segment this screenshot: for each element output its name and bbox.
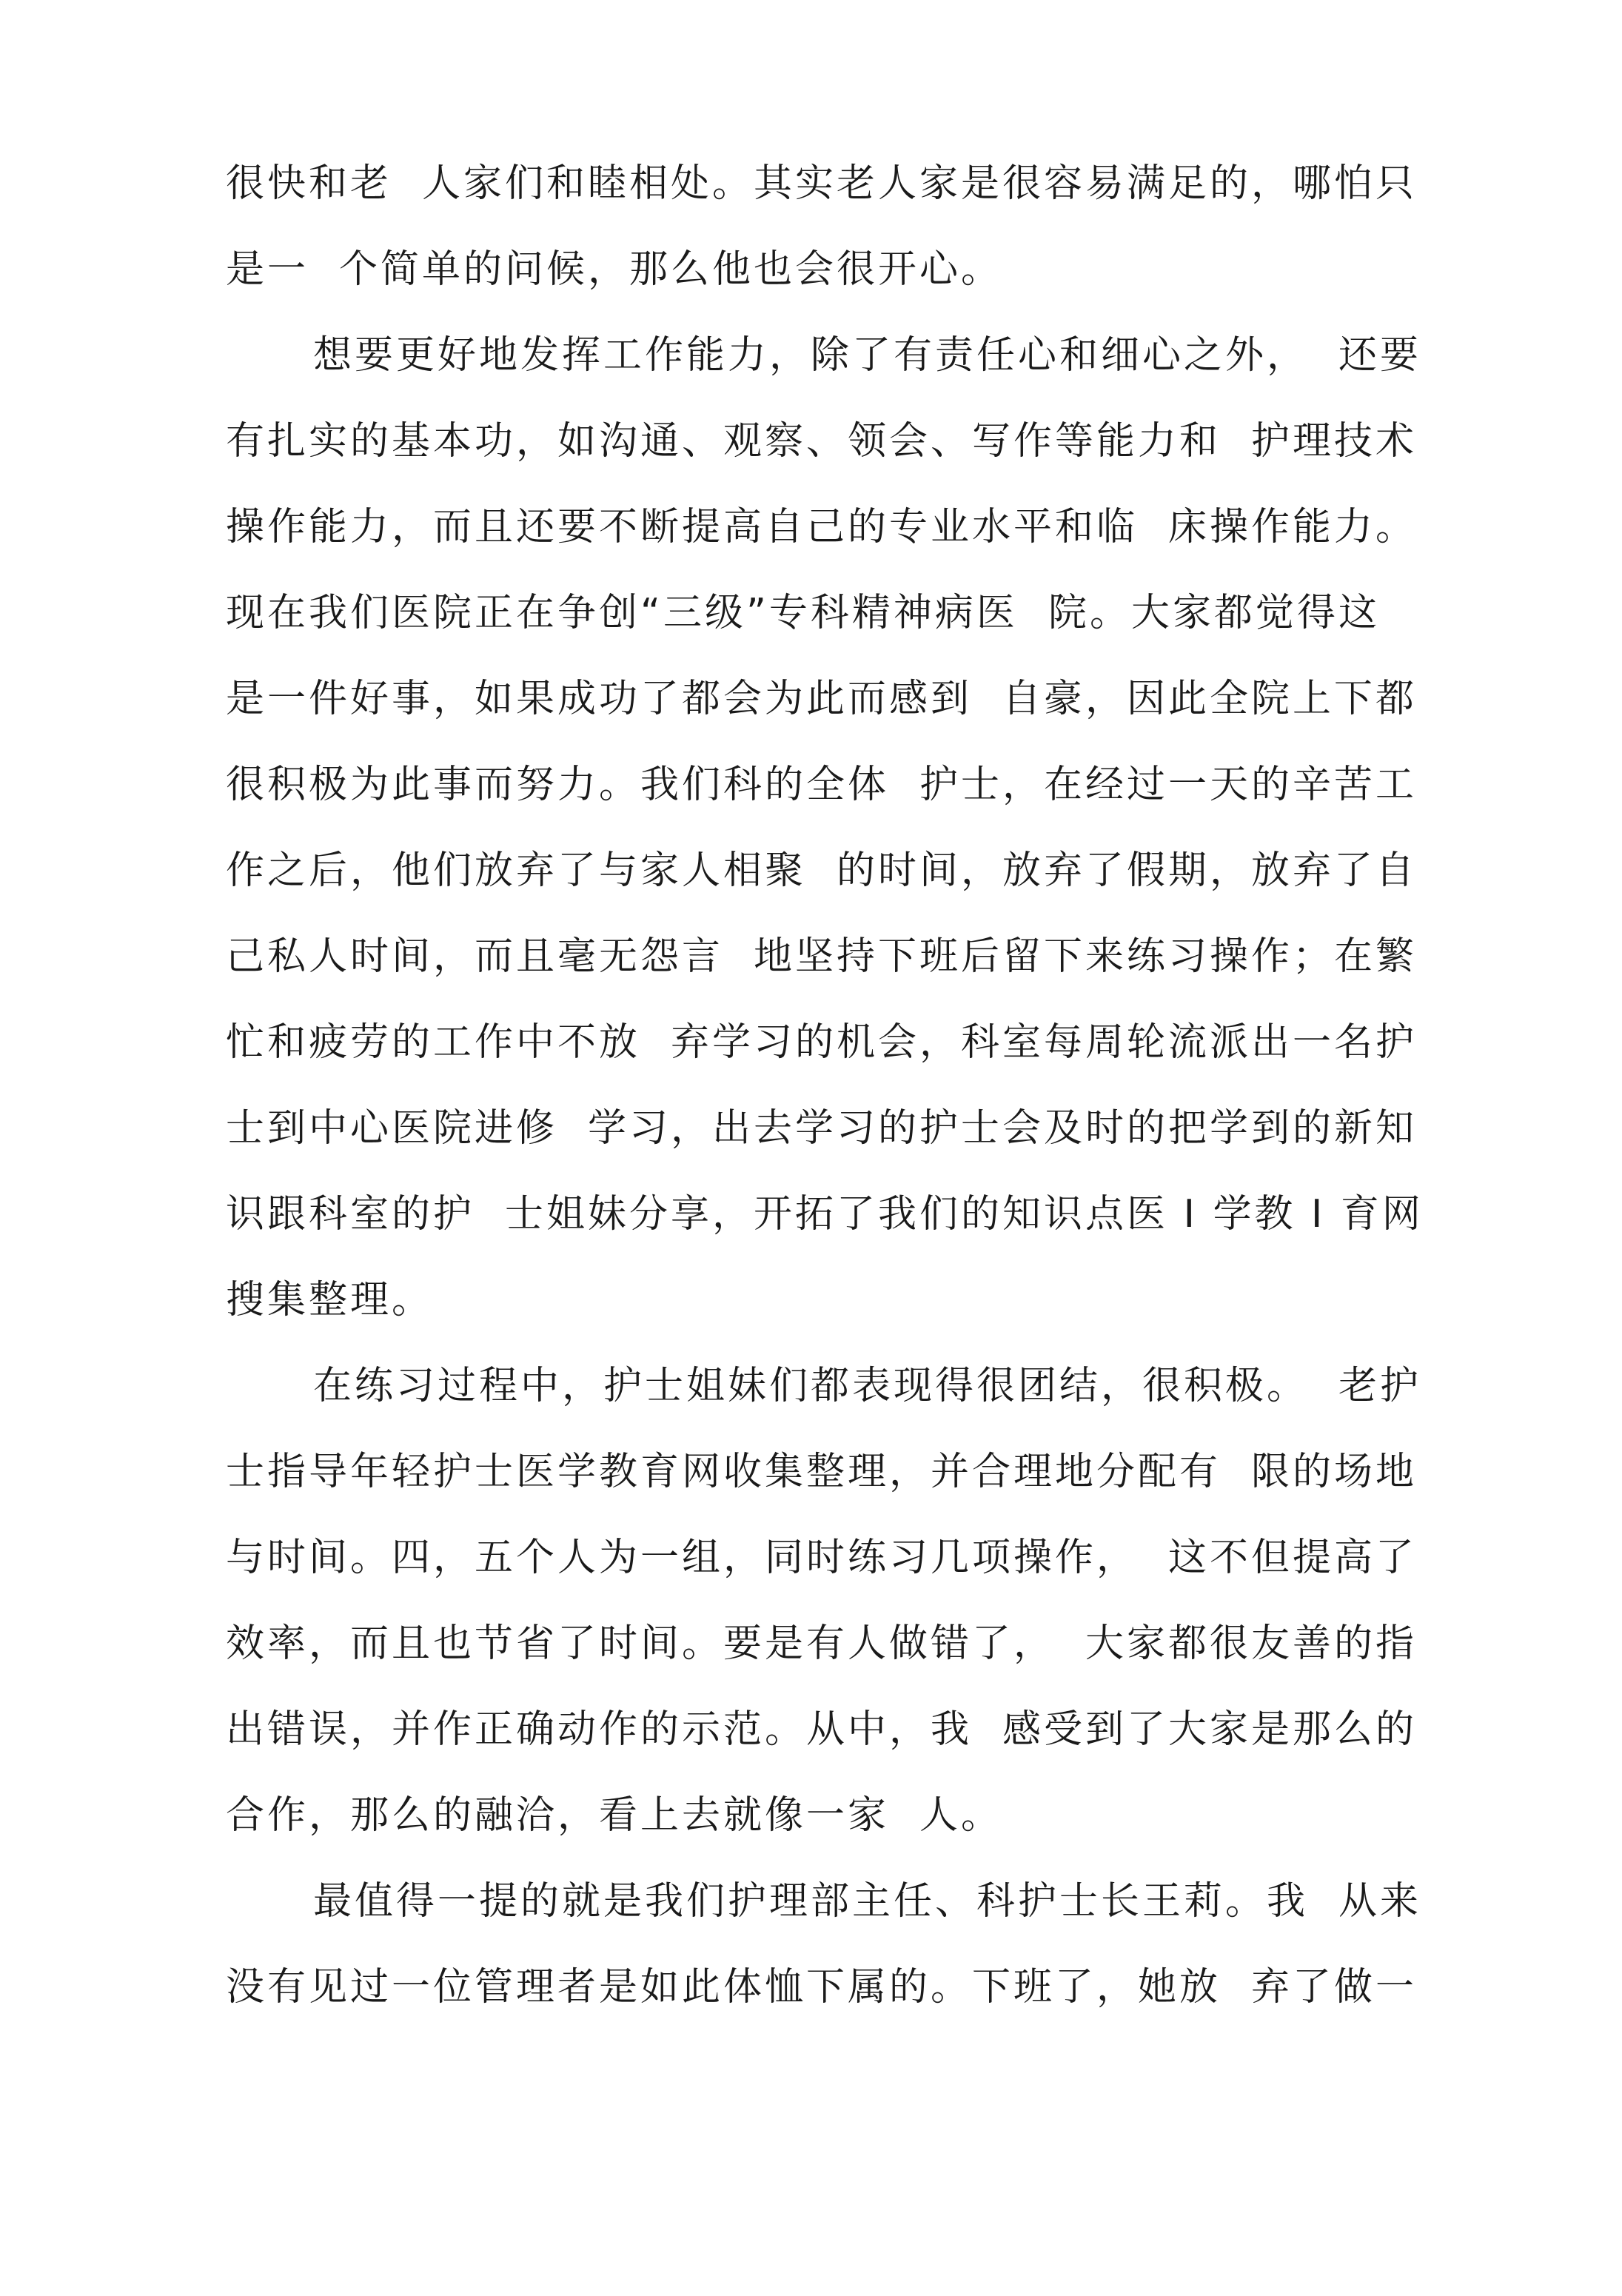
text-line: 合作，那么的融洽，看上去就像一家 人。	[226, 1793, 1003, 1838]
text-line: 与时间。四，五个人为一组，同时练习几项操作， 这不但提高了	[226, 1536, 1418, 1580]
text-line: 操作能力，而且还要不断提高自己的专业水平和临 床操作能力。	[226, 505, 1418, 549]
text-line: 没有见过一位管理者是如此体恤下属的。下班了，她放 弃了做一	[226, 1965, 1418, 2009]
text-line: 现在我们医院正在争创“三级”专科精神病医 院。大家都觉得这	[226, 591, 1380, 635]
text-line: 士指导年轻护士医学教育网收集整理，并合理地分配有 限的场地	[226, 1450, 1418, 1494]
paragraph-first-line: 最值得一提的就是我们护理部主任、科护士长王莉。我 从来	[313, 1879, 1422, 1924]
text-line: 是一件好事，如果成功了都会为此而感到 自豪，因此全院上下都	[226, 677, 1418, 721]
text-line: 出错误，并作正确动作的示范。从中，我 感受到了大家是那么的	[226, 1707, 1418, 1752]
paragraph-first-line: 在练习过程中，护士姐妹们都表现得很团结，很积极。 老护	[313, 1364, 1422, 1408]
text-line: 搜集整理。	[226, 1278, 434, 1322]
text-line: 有扎实的基本功，如沟通、观察、领会、写作等能力和 护理技术	[226, 419, 1418, 463]
text-line: 士到中心医院进修 学习，出去学习的护士会及时的把学到的新知	[226, 1106, 1418, 1151]
paragraph-first-line: 想要更好地发挥工作能力，除了有责任心和细心之外， 还要	[313, 333, 1422, 378]
text-line: 很快和老 人家们和睦相处。其实老人家是很容易满足的，哪怕只	[226, 161, 1418, 206]
text-line: 忙和疲劳的工作中不放 弃学习的机会，科室每周轮流派出一名护	[226, 1020, 1418, 1065]
text-line: 很积极为此事而努力。我们科的全体 护士，在经过一天的辛苦工	[226, 763, 1418, 807]
text-line: 效率，而且也节省了时间。要是有人做错了， 大家都很友善的指	[226, 1621, 1418, 1666]
text-line: 是一 个简单的问候，那么他也会很开心。	[226, 247, 1003, 292]
text-line: 识跟科室的护 士姐妹分享，开拓了我们的知识点医 I 学教 I 育网	[226, 1192, 1424, 1236]
text-line: 己私人时间，而且毫无怨言 地坚持下班后留下来练习操作；在繁	[226, 934, 1418, 979]
text-line: 作之后，他们放弃了与家人相聚 的时间，放弃了假期，放弃了自	[226, 849, 1418, 893]
